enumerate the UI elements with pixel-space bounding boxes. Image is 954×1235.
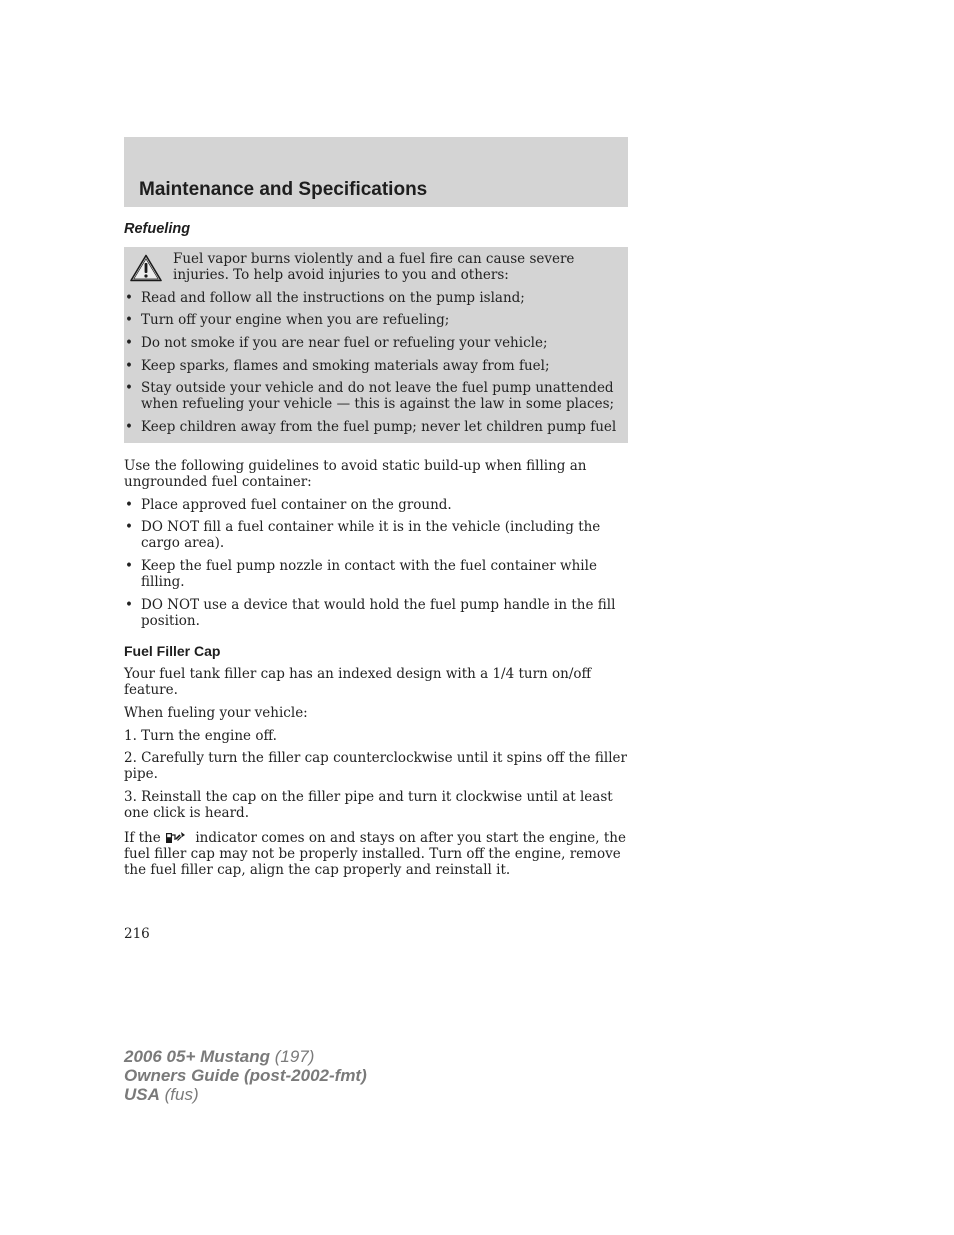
static-item: • DO NOT use a device that would hold the fuel pump handle in the fill position.	[125, 597, 616, 629]
section-header-band	[124, 137, 628, 207]
check-fuel-cap-icon	[165, 830, 191, 844]
step-1: 1. Turn the engine off.	[124, 728, 277, 744]
fuel-filler-cap-title: Fuel Filler Cap	[124, 643, 221, 659]
warning-triangle-icon	[130, 254, 162, 282]
static-intro: Use the following guidelines to avoid static build-up when filling an ungrounded fuel container:	[124, 458, 587, 490]
document-footer	[124, 1047, 367, 1104]
footer-line-3: USA (fus)	[124, 1085, 199, 1104]
fueling-intro: When fueling your vehicle:	[124, 705, 308, 721]
warning-item: • Keep children away from the fuel pump; never let children pump fuel	[125, 419, 617, 435]
filler-cap-paragraph: Your fuel tank filler cap has an indexed design with a 1/4 turn on/off feature.	[124, 666, 592, 698]
chapter-title: Maintenance and Specifications	[139, 179, 428, 200]
warning-item: • Read and follow all the instructions on the pump island;	[125, 290, 525, 306]
page-number: 216	[124, 926, 150, 942]
warning-item: • Keep sparks, flames and smoking materials away from fuel;	[125, 358, 550, 374]
warning-item: • Stay outside your vehicle and do not leave the fuel pump unattended when refueling your vehicle — this is against the law in some places;	[125, 380, 615, 412]
section-title: Refueling	[124, 221, 191, 237]
static-item: • Place approved fuel container on the ground.	[125, 497, 452, 513]
static-item: • Keep the fuel pump nozzle in contact with the fuel container while filling.	[125, 558, 597, 590]
indicator-paragraph: If the indicator comes on and stays on after you start the engine, the fuel filler cap may not be properly installed. Turn off the engine, remove the fuel filler cap, align the cap properly and reinstall it.	[124, 830, 626, 878]
warning-item: • Do not smoke if you are near fuel or refueling your vehicle;	[125, 335, 548, 351]
footer-line-1: 2006 05+ Mustang (197)	[124, 1047, 315, 1066]
footer-line-2: Owners Guide (post-2002-fmt)	[124, 1066, 367, 1085]
warning-intro: Fuel vapor burns violently and a fuel fire can cause severe injuries. To help avoid injuries to you and others:	[173, 251, 575, 283]
step-2: 2. Carefully turn the filler cap counterclockwise until it spins off the filler pipe.	[124, 750, 627, 782]
warning-box	[124, 247, 628, 443]
static-item: • DO NOT fill a fuel container while it is in the vehicle (including the cargo area).	[125, 519, 601, 551]
step-3: 3. Reinstall the cap on the filler pipe and turn it clockwise until at least one click is heard.	[124, 789, 613, 821]
warning-item: • Turn off your engine when you are refueling;	[125, 312, 450, 328]
